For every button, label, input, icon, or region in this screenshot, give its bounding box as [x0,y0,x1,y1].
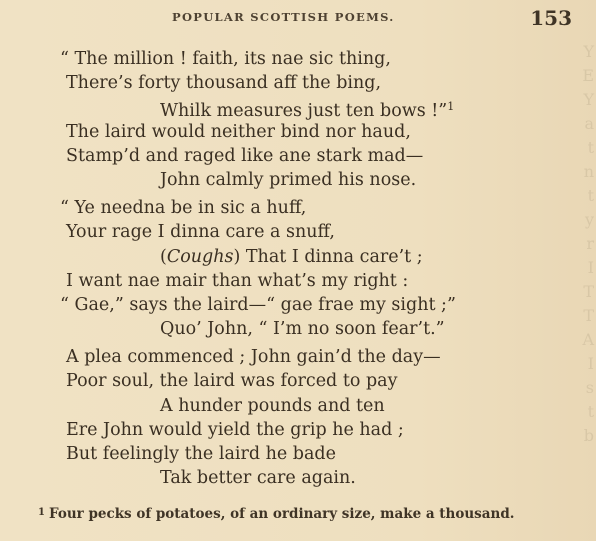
page-header [172,6,572,28]
poem-line-text: A hunder pounds and ten [160,395,385,416]
stanza [0,196,596,341]
poem-line-text: There’s forty thousand aff the bing, [66,73,382,94]
poem-line-text: Poor soul, the laird was forced to pay [66,371,398,392]
poem-line [0,144,596,168]
poem-line-text: “ Ye needna be in sic a huff, [60,198,307,219]
bleed-glyph: T [583,282,594,301]
page-number: 153 [530,6,572,30]
bleed-glyph: Y [583,42,594,61]
bleed-glyph: r [586,234,594,253]
poem-line-text: Your rage I dinna care a snuff, [66,222,335,243]
poem-line-text: Ere John would yield the grip he had ; [66,419,404,440]
running-head: POPULAR SCOTTISH POEMS. [172,10,395,24]
poem-line-text: John calmly primed his nose. [160,169,417,190]
bleed-glyph: t [587,138,594,157]
poem-line-text: “ Gae,” says the laird—“ gae frae my sight ;” [60,294,456,315]
poem-line [0,442,596,466]
stage-direction: Coughs [166,246,234,267]
poem-line [0,71,596,95]
bleed-glyph: T [583,306,594,325]
poem-line [0,120,596,144]
poem-line-text: “ The million ! faith, its nae sic thing, [60,49,391,69]
bleed-glyph: n [583,162,594,181]
bleed-glyph: I [587,354,594,373]
poem-line [0,95,596,122]
stanza [0,47,596,192]
bleed-glyph: Y [583,90,594,109]
poem-line [0,418,596,442]
poem-line-text: I want nae mair than what’s my right : [66,270,409,291]
bleed-glyph: E [582,66,594,85]
poem-line-text: Stamp’d and raged like ane stark mad— [66,145,424,166]
poem-line-text: Tak better care again. [160,468,356,489]
poem-line-text: The laird would neither bind nor haud, [66,121,411,142]
poem-line-text: A plea commenced ; John gain’d the day— [66,347,441,368]
poem-line [0,345,596,369]
poem-line [0,220,596,244]
poem-line-text: Whilk measures just ten bows !” [160,101,448,122]
poem-line [0,196,596,220]
poem-line [0,245,596,269]
poem-line-text: ) That I dinna care’t ; [233,246,423,267]
bleed-glyph: y [584,210,594,229]
bleed-glyph: A [582,330,594,349]
poem-line [0,369,596,393]
bleed-glyph: t [587,186,594,205]
poem-line [0,317,596,341]
poem-line-text: But feelingly the laird he bade [66,444,336,464]
bleed-glyph: t [587,402,594,421]
poem [0,47,596,490]
poem-line [0,293,596,317]
poem-line-text: Quo’ John, “ I’m no soon fear’t.” [160,319,445,340]
footnote-text: Four pecks of potatoes, of an ordinary size, make a thousand. [48,506,515,522]
bleed-glyph: a [584,114,594,133]
bleed-glyph: I [587,258,594,277]
poem-line [0,466,596,490]
poem-line-text: ( [160,246,167,267]
footnote-reference: 1 [447,100,455,114]
bleed-glyph: s [585,378,594,397]
bleed-glyph: b [583,426,594,445]
poem-line [0,47,596,71]
poem-line [0,269,596,293]
footnote-marker: 1 [38,507,45,518]
poem-line [0,394,596,418]
stanza [0,345,596,490]
footnote [38,506,514,522]
poem-line [0,168,596,192]
